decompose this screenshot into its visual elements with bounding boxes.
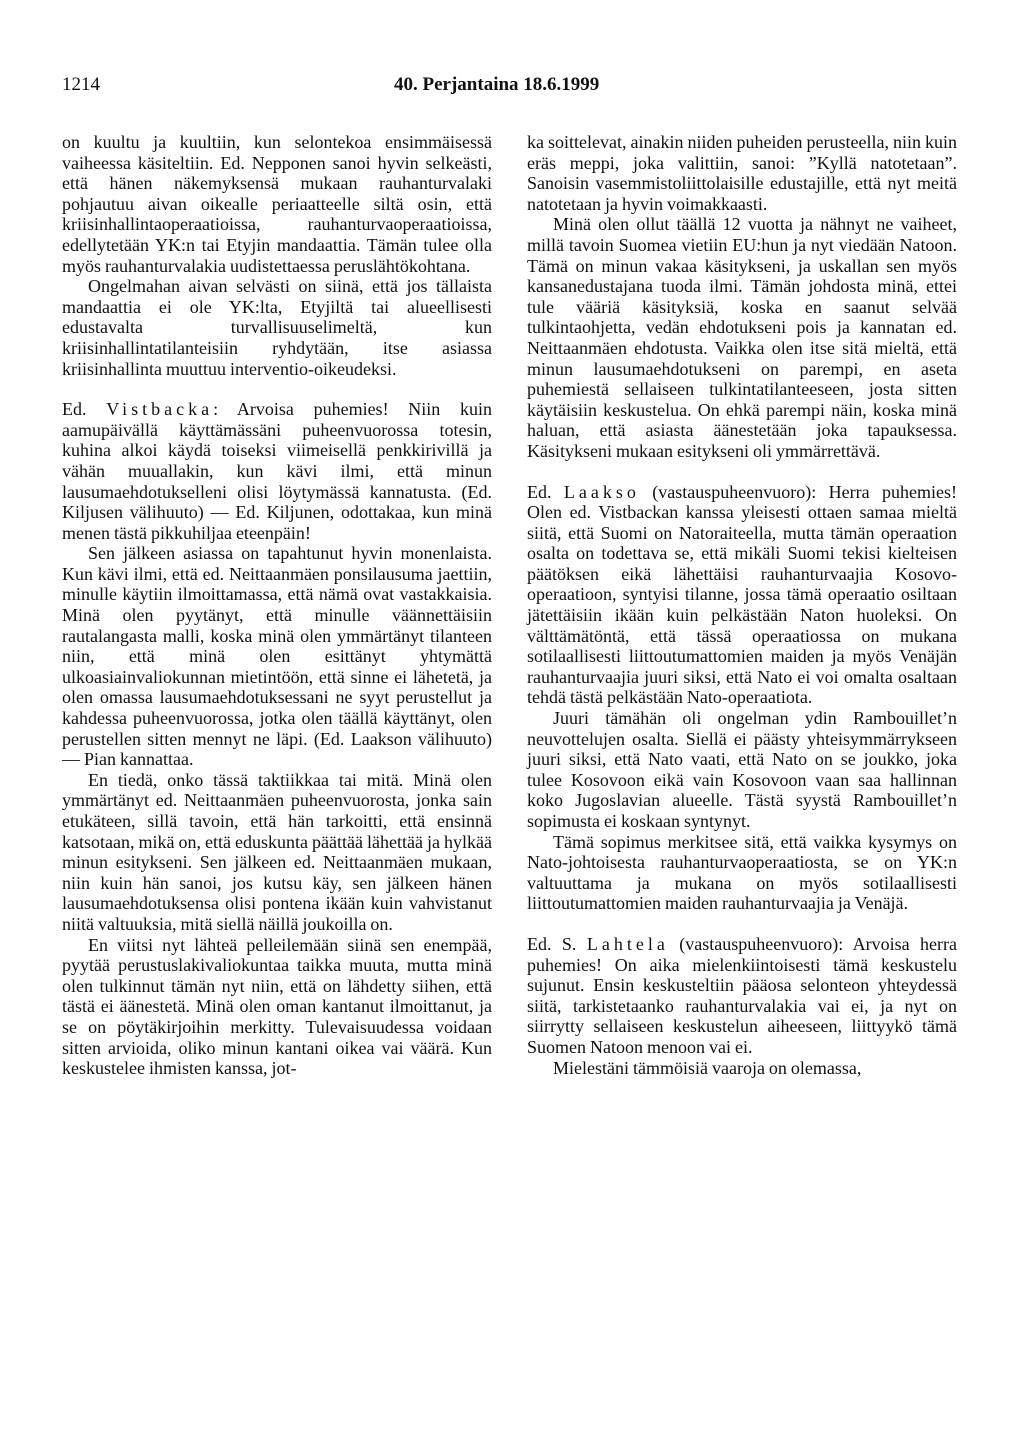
speech-paragraph: [527, 934, 957, 1058]
session-title: 40. Perjantaina 18.6.1999: [394, 74, 600, 95]
speech-text: : Arvoisa puhemies! Niin kuin aamupäivällä käyttämässäni puheenvuorossa totesin, kuhina alkoi käydä toiseksi viimeisellä penkkirivillä ja vähän muuallakin, kun kävi ilmi, että minun lausumaehdotukselleni olisi löytymässä kannatusta. (Ed. Kiljusen välihuuto) — Ed. Kiljunen, odottakaa, kun minä menen tästä pikkuhiljaa eteenpäin!: [62, 399, 493, 543]
speaker-name: Vistbacka: [106, 399, 214, 420]
paragraph: Minä olen ollut täällä 12 vuotta ja nähnyt ne vaiheet, millä tavoin Suomea vietiin EU:hun ja nyt viedään Natoon. Tämä on minun vakaa käsitykseni, ja uskallan sen myös kansanedustajana tuoda ilmi. Tämän johdosta minä, ettei tule vääriä käsityksiä, koska en saanut selvää tulkintaohjetta, vedän ehdotukseni pois ja kannatan ed. Neittaanmäen ehdotusta. Vaikka olen itse sitä mieltä, että minun lausumaehdotukseni on parempi, en aseta puhemiestä sellaiseen tulkintatilanteeseen, josta sitten käytäisiin keskustelua. On ehkä parempi näin, koska minä haluan, että asiasta äänestetään joka tapauksessa. Käsitykseni mukaan esitykseni oli ymmärrettävä.: [527, 214, 957, 461]
paragraph: ka soittelevat, ainakin niiden puheiden perusteella, niin kuin eräs meppi, joka valittiin, sanoi: ”Kyllä natotetaan”. Sanoisin vasemmistoliittolaisille edustajille, että nyt meitä natotetaan ja hyvin voimakkaasti.: [527, 132, 957, 214]
page-header: [62, 74, 962, 98]
speech-paragraph: [62, 399, 492, 543]
paragraph: En tiedä, onko tässä taktiikkaa tai mitä. Minä olen ymmärtänyt ed. Neittaanmäen puheenvuorosta, jonka sain etukäteen, sillä tavoin, että hän tarkoitti, että ensinnä katsotaan, mikä on, että eduskunta päättää lähettää ja hylkää minun esitykseni. Sen jälkeen ed. Neittaanmäen mukaan, niin kuin hän sanoi, jos kutsu käy, sen jälkeen hänen lausumaehdotuksensa olisi pontena ikään kuin vahvistanut niitä valtuuksia, mitä siellä näillä joukoilla on.: [62, 769, 492, 934]
paragraph: Ongelmahan aivan selvästi on siinä, että jos tällaista mandaattia ei ole YK:lta, Etyjiltä tai alueellisesti edustavalta turvallisuuselimeltä, kun kriisinhallintatilanteisiin ryhdytään, itse asiassa kriisinhallinta muuttuu interventio-oikeudeksi.: [62, 276, 492, 379]
paragraph: Juuri tämähän oli ongelman ydin Rambouillet’n neuvottelujen osalta. Siellä ei päästy yhteisymmärrykseen juuri siksi, että Nato vaati, että Nato on se joukko, joka tulee Kosovoon eikä vain Kosovoon vaan saa hallinnan koko Jugoslavian alueelle. Tästä syystä Rambouillet’n sopimusta ei koskaan syntynyt.: [527, 708, 957, 831]
page-number: 1214: [62, 74, 100, 95]
speech-text: (vastauspuheenvuoro): Arvoisa herra puhemies! On aika mielenkiintoisesti tämä keskustelu sujunut. Ensin keskusteltiin pääosa selonteon yhteydessä siitä, tarkistetaanko rauhanturvalakia vai ei, ja nyt on siirrytty sellaiseen keskustelun aiheeseen, liittyykö tämä Suomen Natoon menoon vai ei.: [527, 933, 957, 1057]
paragraph: Tämä sopimus merkitsee sitä, että vaikka kysymys on Nato-johtoisesta rauhanturvaoperaatiosta, se on YK:n valtuuttama ja mukana on myös sotilaallisesti liittoutumattomien maiden rauhanturvaajia ja Venäjä.: [527, 831, 957, 914]
speaker-name: Lahtela: [586, 933, 669, 954]
right-column: [527, 132, 957, 1078]
paragraph: Sen jälkeen asiassa on tapahtunut hyvin monenlaista. Kun kävi ilmi, että ed. Neittaanmäen ponsilausuma jaettiin, minulle käytiin ilmoittamassa, että nämä ovat vastakkaisia. Minä olen pyytänyt, että minulle väännettäisiin rautalangasta malli, koska minä olen ymmärtänyt tilanteen niin, että minä olen esittänyt yhtymättä ulkoasiainvaliokunnan mietintöön, että sinne ei lähetetä, ja olen omassa lausumaehdotuksessani ne syyt perustellut ja kahdessa puheenvuorossa, jotka olen täällä käyttänyt, olen perustellen sitten mennyt ne läpi. (Ed. Laakson välihuuto) — Pian kannattaa.: [62, 543, 492, 770]
left-column: [62, 132, 492, 1079]
speaker-name: Laakso: [563, 481, 640, 502]
speaker-prefix: Ed.: [62, 399, 87, 420]
paragraph: on kuultu ja kuultiin, kun selontekoa ensimmäisessä vaiheessa käsiteltiin. Ed. Nepponen sanoi hyvin selkeästi, että hänen näkemyksensä mukaan rauhanturvalaki pohjautuu aivan oikealle periaatteelle siltä osin, että kriisinhallintaoperaatioissa, rauhanturvaoperaatioissa, edellytetään YK:n tai Etyjin mandaattia. Tämän tulee olla myös rauhanturvalakia uudistettaessa peruslähtökohtana.: [62, 132, 492, 276]
paragraph: Mielestäni tämmöisiä vaaroja on olemassa,: [553, 1057, 862, 1078]
speech-text: (vastauspuheenvuoro): Herra puhemies! Olen ed. Vistbackan kanssa yleisesti ottaen samaa mieltä siitä, että Suomi on Natoraiteella, mutta tämän operaation osalta on todettava se, että mikäli Suomi tekisi kielteisen päätöksen eikä lähettäisi rauhanturvaajia Kosovo-operaatioon, syntyisi tilanne, jossa tämä operaatio osiltaan jätettäisiin ikään kuin pelkästään Naton huoleksi. On välttämätöntä, että tässä operaatiossa on mukana sotilaallisesti liittoutumattomien maiden ja myös Venäjän rauhanturvaajia juuri siksi, että Nato ei voi omalta osaltaan tehdä tästä pelkästään Nato-operaatiota.: [527, 481, 957, 708]
speech-paragraph: [527, 482, 957, 709]
paragraph: En viitsi nyt lähteä pelleilemään siinä sen enempää, pyytää perustuslakivaliokuntaa taikka muuta, mutta minä olen tulkinnut tämän nyt niin, että on lähdetty siihen, että tästä ei äänestetä. Minä olen oman kantanut ilmoittanut, ja se on pöytäkirjoihin merkitty. Tulevaisuudessa voidaan sitten arvioida, oliko minun kantani oikea vai väärä. Kun keskustelee ihmisten kanssa, jot-: [62, 934, 492, 1079]
speaker-prefix: Ed. S.: [527, 933, 577, 954]
speaker-prefix: Ed.: [527, 481, 552, 502]
